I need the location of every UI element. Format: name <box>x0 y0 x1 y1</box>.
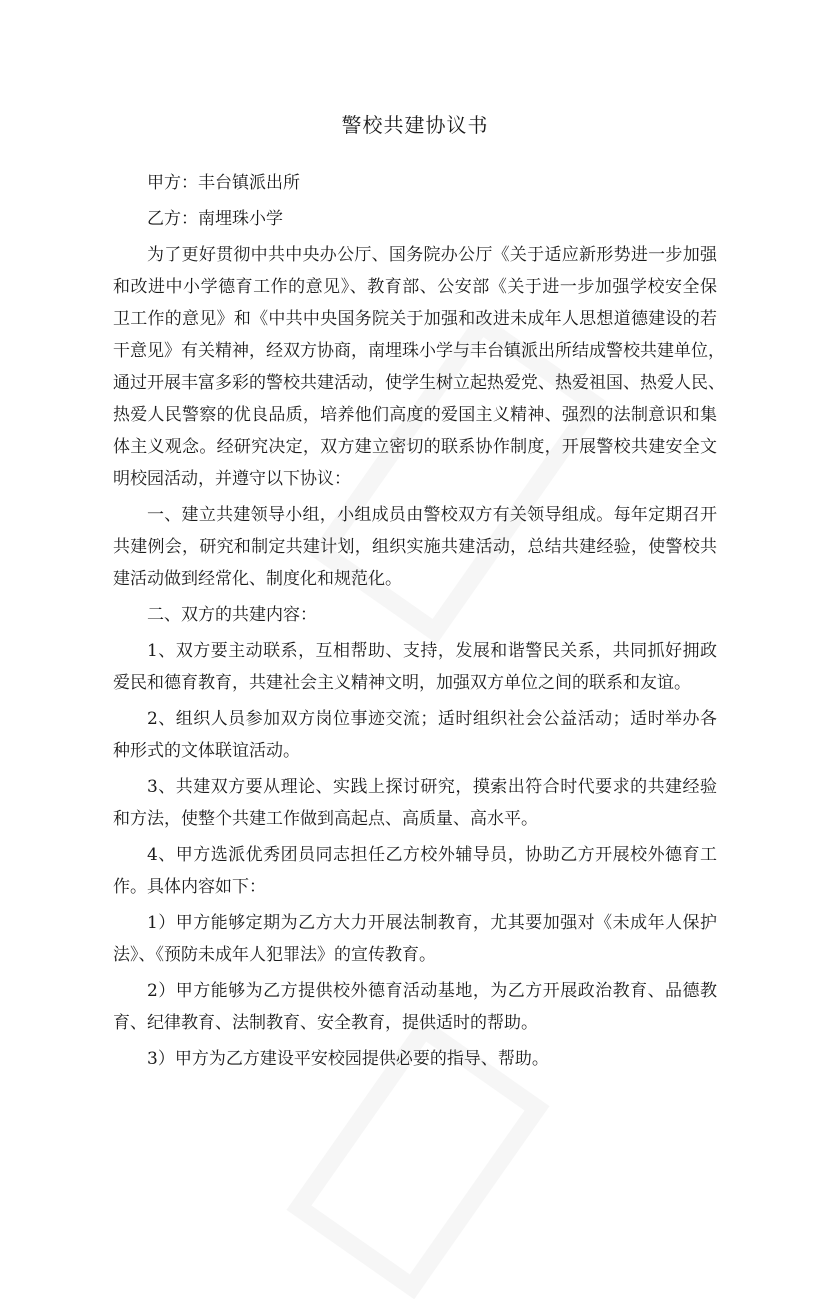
text-line: 一、建立共建领导小组，小组成员由警校双方有关领导组成。每年定期召开 <box>147 505 717 525</box>
paragraph <box>113 635 717 699</box>
document-body <box>113 167 725 1079</box>
paragraph <box>113 1043 717 1075</box>
paragraph <box>113 907 717 971</box>
text-line: 作。具体内容如下： <box>113 877 266 897</box>
text-line: 卫工作的意见》和《中共中央国务院关于加强和改进未成年人思想道德建设的若 <box>113 309 717 329</box>
text-line: 1、双方要主动联系，互相帮助、支持，发展和谐警民关系，共同抓好拥政 <box>147 641 717 661</box>
text-line: 种形式的文体联谊活动。 <box>113 741 300 761</box>
paragraph <box>113 499 717 595</box>
text-line: 干意见》有关精神，经双方协商，南埋珠小学与丰台镇派出所结成警校共建单位， <box>113 341 725 361</box>
paragraph <box>113 599 717 631</box>
text-line: 乙方：南埋珠小学 <box>147 209 283 229</box>
paragraph <box>113 203 717 235</box>
text-line: 3、共建双方要从理论、实践上探讨研究，摸索出符合时代要求的共建经验 <box>147 777 717 797</box>
text-line: 4、甲方选派优秀团员同志担任乙方校外辅导员，协助乙方开展校外德育工 <box>147 845 717 865</box>
text-line: 二、双方的共建内容： <box>147 605 317 625</box>
paragraph <box>113 975 717 1039</box>
text-line: 明校园活动，并遵守以下协议： <box>113 469 351 489</box>
text-line: 甲方：丰台镇派出所 <box>147 173 300 193</box>
text-line: 体主义观念。经研究决定，双方建立密切的联系协作制度，开展警校共建安全文 <box>113 437 717 457</box>
paragraph <box>113 167 717 199</box>
text-line: 和方法，使整个共建工作做到高起点、高质量、高水平。 <box>113 809 538 829</box>
text-line: 法》、《预防未成年人犯罪法》的宣传教育。 <box>113 945 436 965</box>
text-line: 和改进中小学德育工作的意见》、教育部、公安部《关于进一步加强学校安全保 <box>113 277 717 297</box>
paragraph <box>113 771 717 835</box>
text-line: 2、组织人员参加双方岗位事迹交流；适时组织社会公益活动；适时举办各 <box>147 709 717 729</box>
text-line: 1）甲方能够定期为乙方大力开展法制教育，尤其要加强对《未成年人保护 <box>147 913 717 933</box>
text-line: 为了更好贯彻中共中央办公厅、国务院办公厅《关于适应新形势进一步加强 <box>147 245 717 265</box>
text-line: 建活动做到经常化、制度化和规范化。 <box>113 569 402 589</box>
document-title: 警校共建协议书 <box>341 113 489 137</box>
text-line: 3）甲方为乙方建设平安校园提供必要的指导、帮助。 <box>147 1049 549 1069</box>
paragraph <box>113 703 717 767</box>
text-line: 爱民和德育教育，共建社会主义精神文明，加强双方单位之间的联系和友谊。 <box>113 673 691 693</box>
text-line: 2）甲方能够为乙方提供校外德育活动基地，为乙方开展政治教育、品德教 <box>147 981 717 1001</box>
text-line: 育、纪律教育、法制教育、安全教育，提供适时的帮助。 <box>113 1013 538 1033</box>
text-line: 热爱人民警察的优良品质，培养他们高度的爱国主义精神、强烈的法制意识和集 <box>113 405 717 425</box>
paragraph <box>113 839 717 903</box>
text-line: 通过开展丰富多彩的警校共建活动，使学生树立起热爱党、热爱祖国、热爱人民、 <box>113 373 725 393</box>
text-line: 共建例会，研究和制定共建计划，组织实施共建活动，总结共建经验，使警校共 <box>113 537 717 557</box>
paragraph <box>113 239 725 495</box>
